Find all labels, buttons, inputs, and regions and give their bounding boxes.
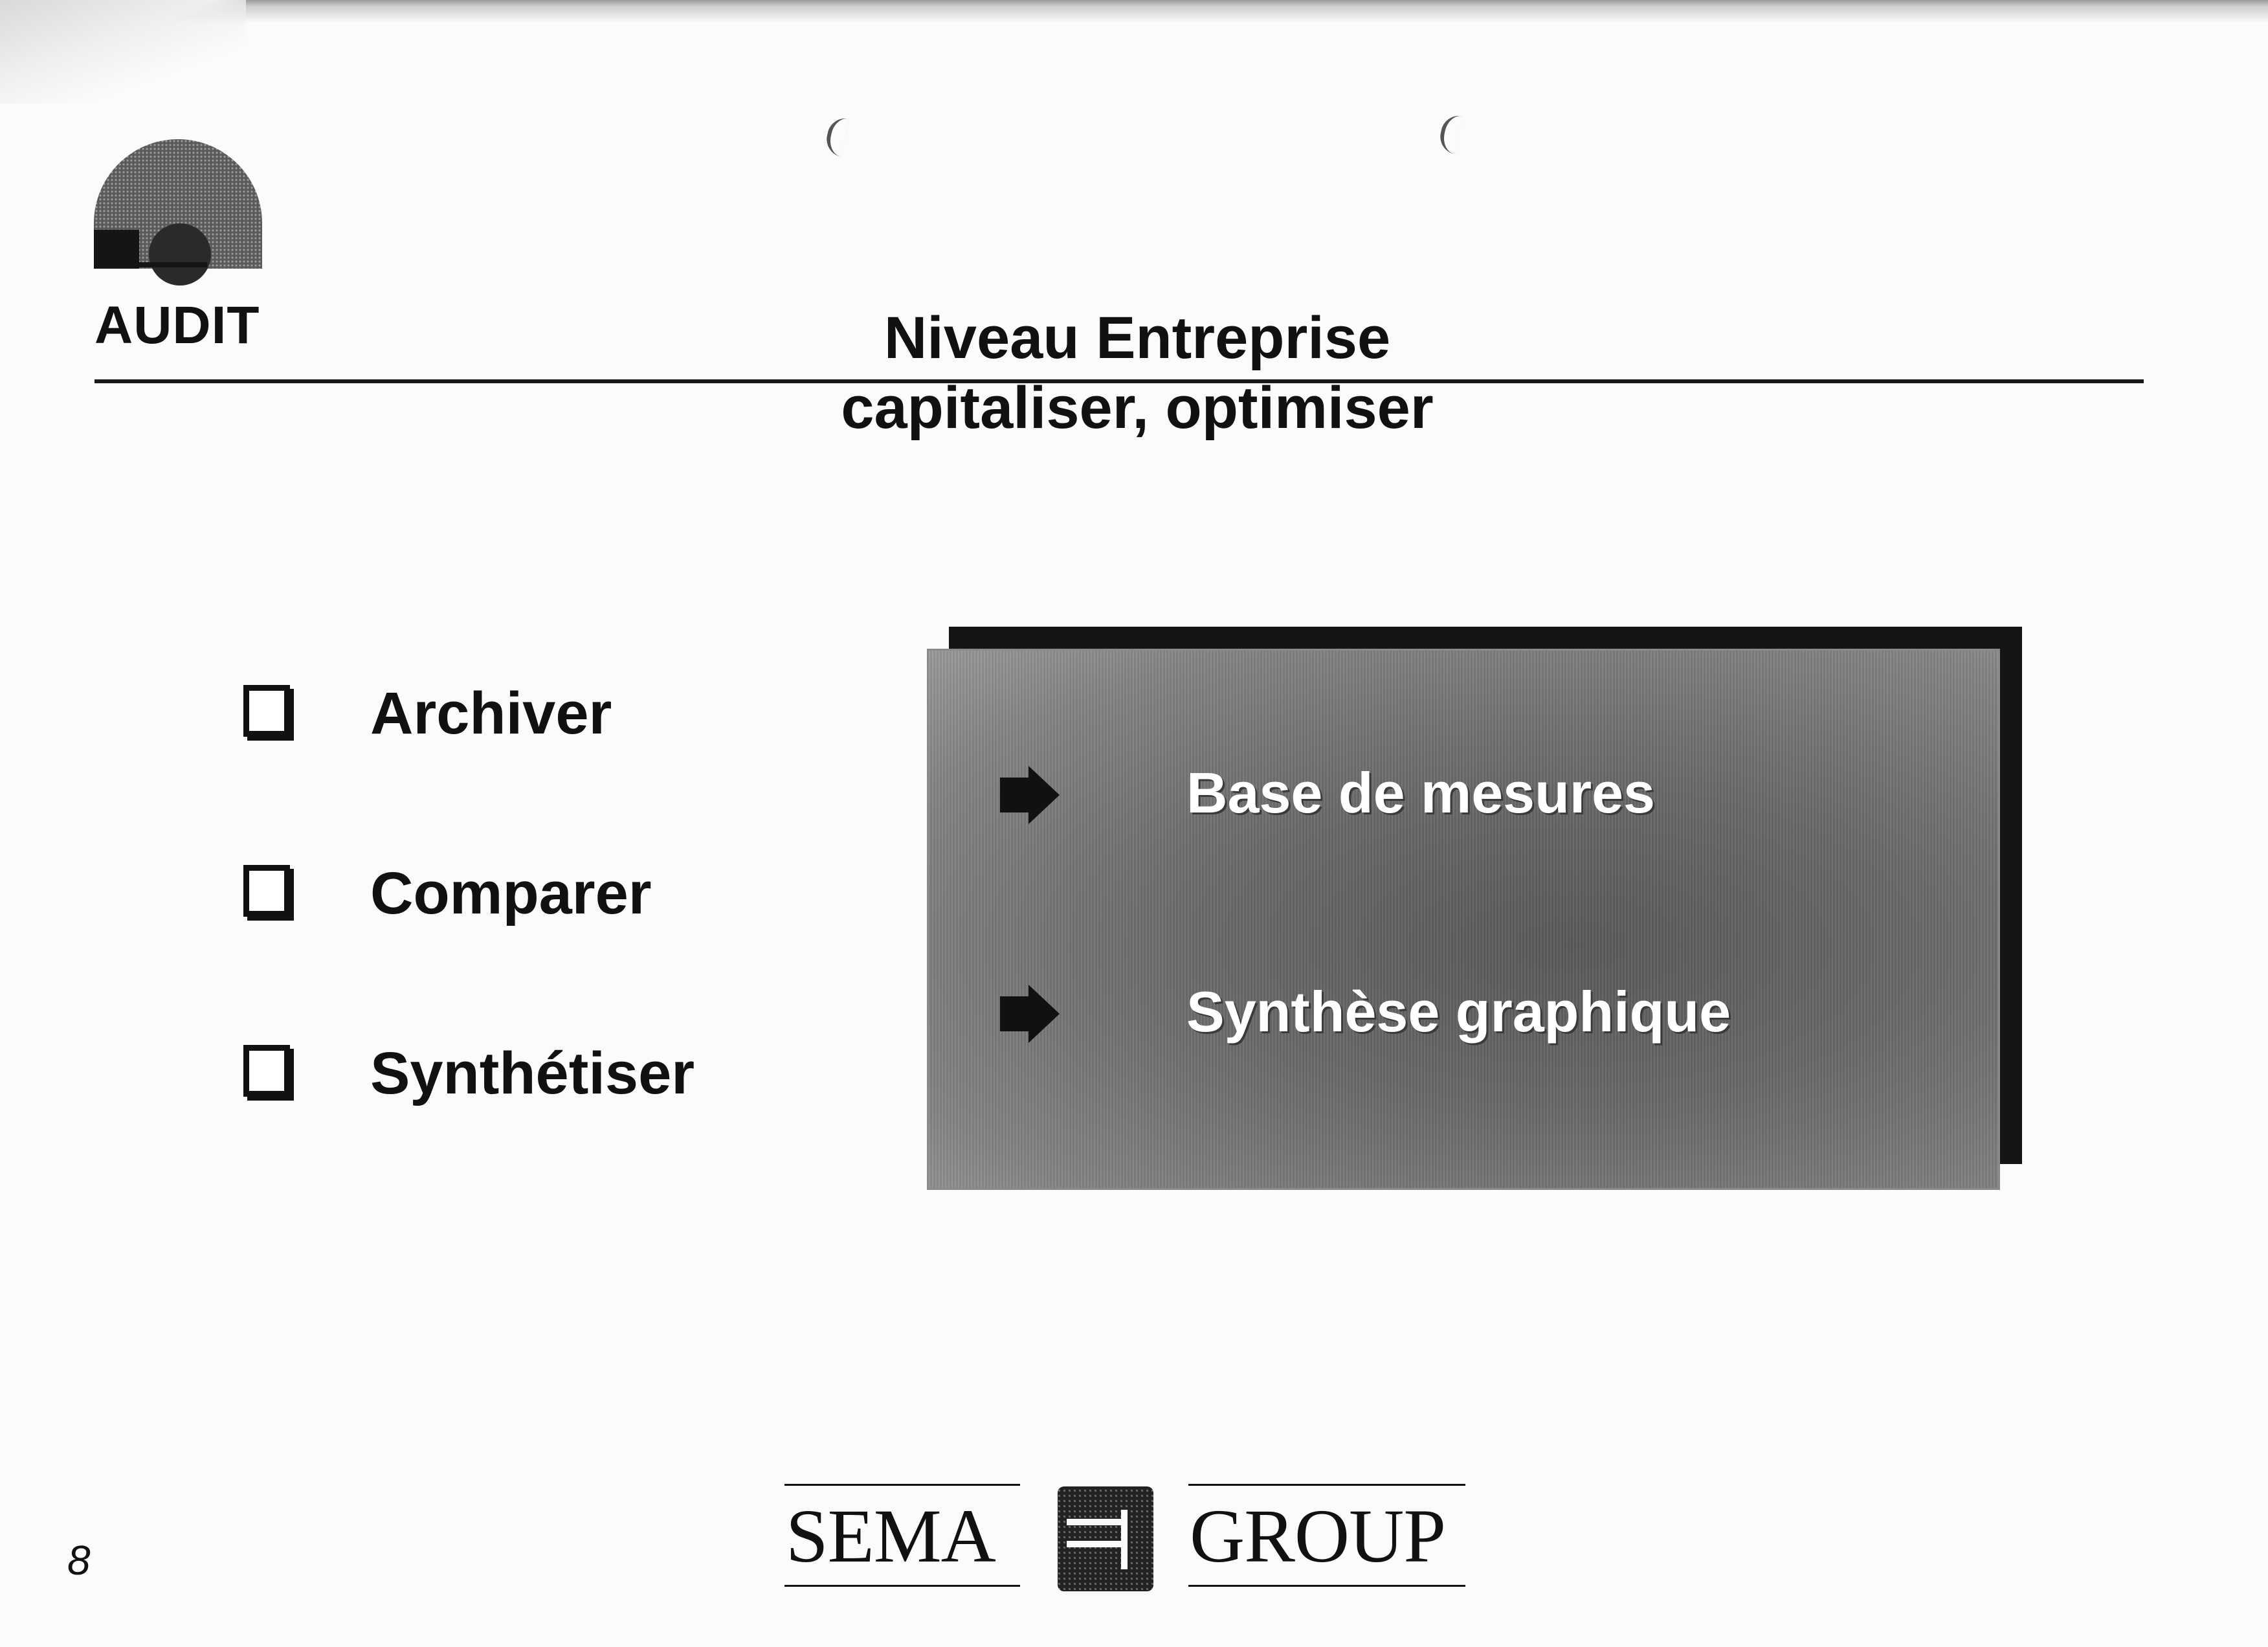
panel-item-label: Synthèse graphique [1186, 980, 1731, 1044]
audit-logo-label: AUDIT [94, 296, 260, 355]
sema-group-logo [784, 1484, 1471, 1594]
sema-rule-top-left [784, 1484, 1020, 1486]
checklist-item-synthetiser [241, 1033, 823, 1111]
checklist-item-label: Archiver [370, 680, 612, 746]
sema-rule-bottom-left [784, 1585, 1020, 1587]
group-wordmark: GROUP [1190, 1494, 1445, 1578]
audit-logo-icon [91, 139, 265, 298]
arrow-right-icon [1000, 985, 1060, 1043]
panel-item-label: Base de mesures [1186, 761, 1655, 825]
checklist-item-label: Comparer [370, 860, 652, 926]
arrow-right-icon [1000, 766, 1060, 824]
checkbox-icon [243, 1045, 290, 1097]
checklist-item-archiver [241, 673, 823, 751]
sema-group-mark-icon [1058, 1484, 1153, 1594]
panel-item-synthese-graphique [1000, 965, 1906, 1056]
scan-top-edge [0, 0, 2268, 23]
sema-wordmark: SEMA [786, 1494, 995, 1578]
sema-rule-top-right [1188, 1484, 1465, 1486]
feature-panel [927, 649, 2000, 1190]
punch-mark-right [1437, 113, 1463, 155]
scan-corner-shadow [0, 0, 246, 104]
checkbox-icon [243, 685, 290, 737]
sema-rule-bottom-right [1188, 1585, 1465, 1587]
page-subtitle: capitaliser, optimiser [841, 375, 1434, 441]
checklist-item-comparer [241, 853, 823, 931]
punch-mark-left [823, 115, 849, 157]
checklist-item-label: Synthétiser [370, 1040, 695, 1106]
panel-item-base-de-mesures [1000, 746, 1906, 837]
checkbox-icon [243, 865, 290, 917]
page-number: 8 [67, 1537, 91, 1584]
page-title: Niveau Entreprise [884, 305, 1391, 371]
